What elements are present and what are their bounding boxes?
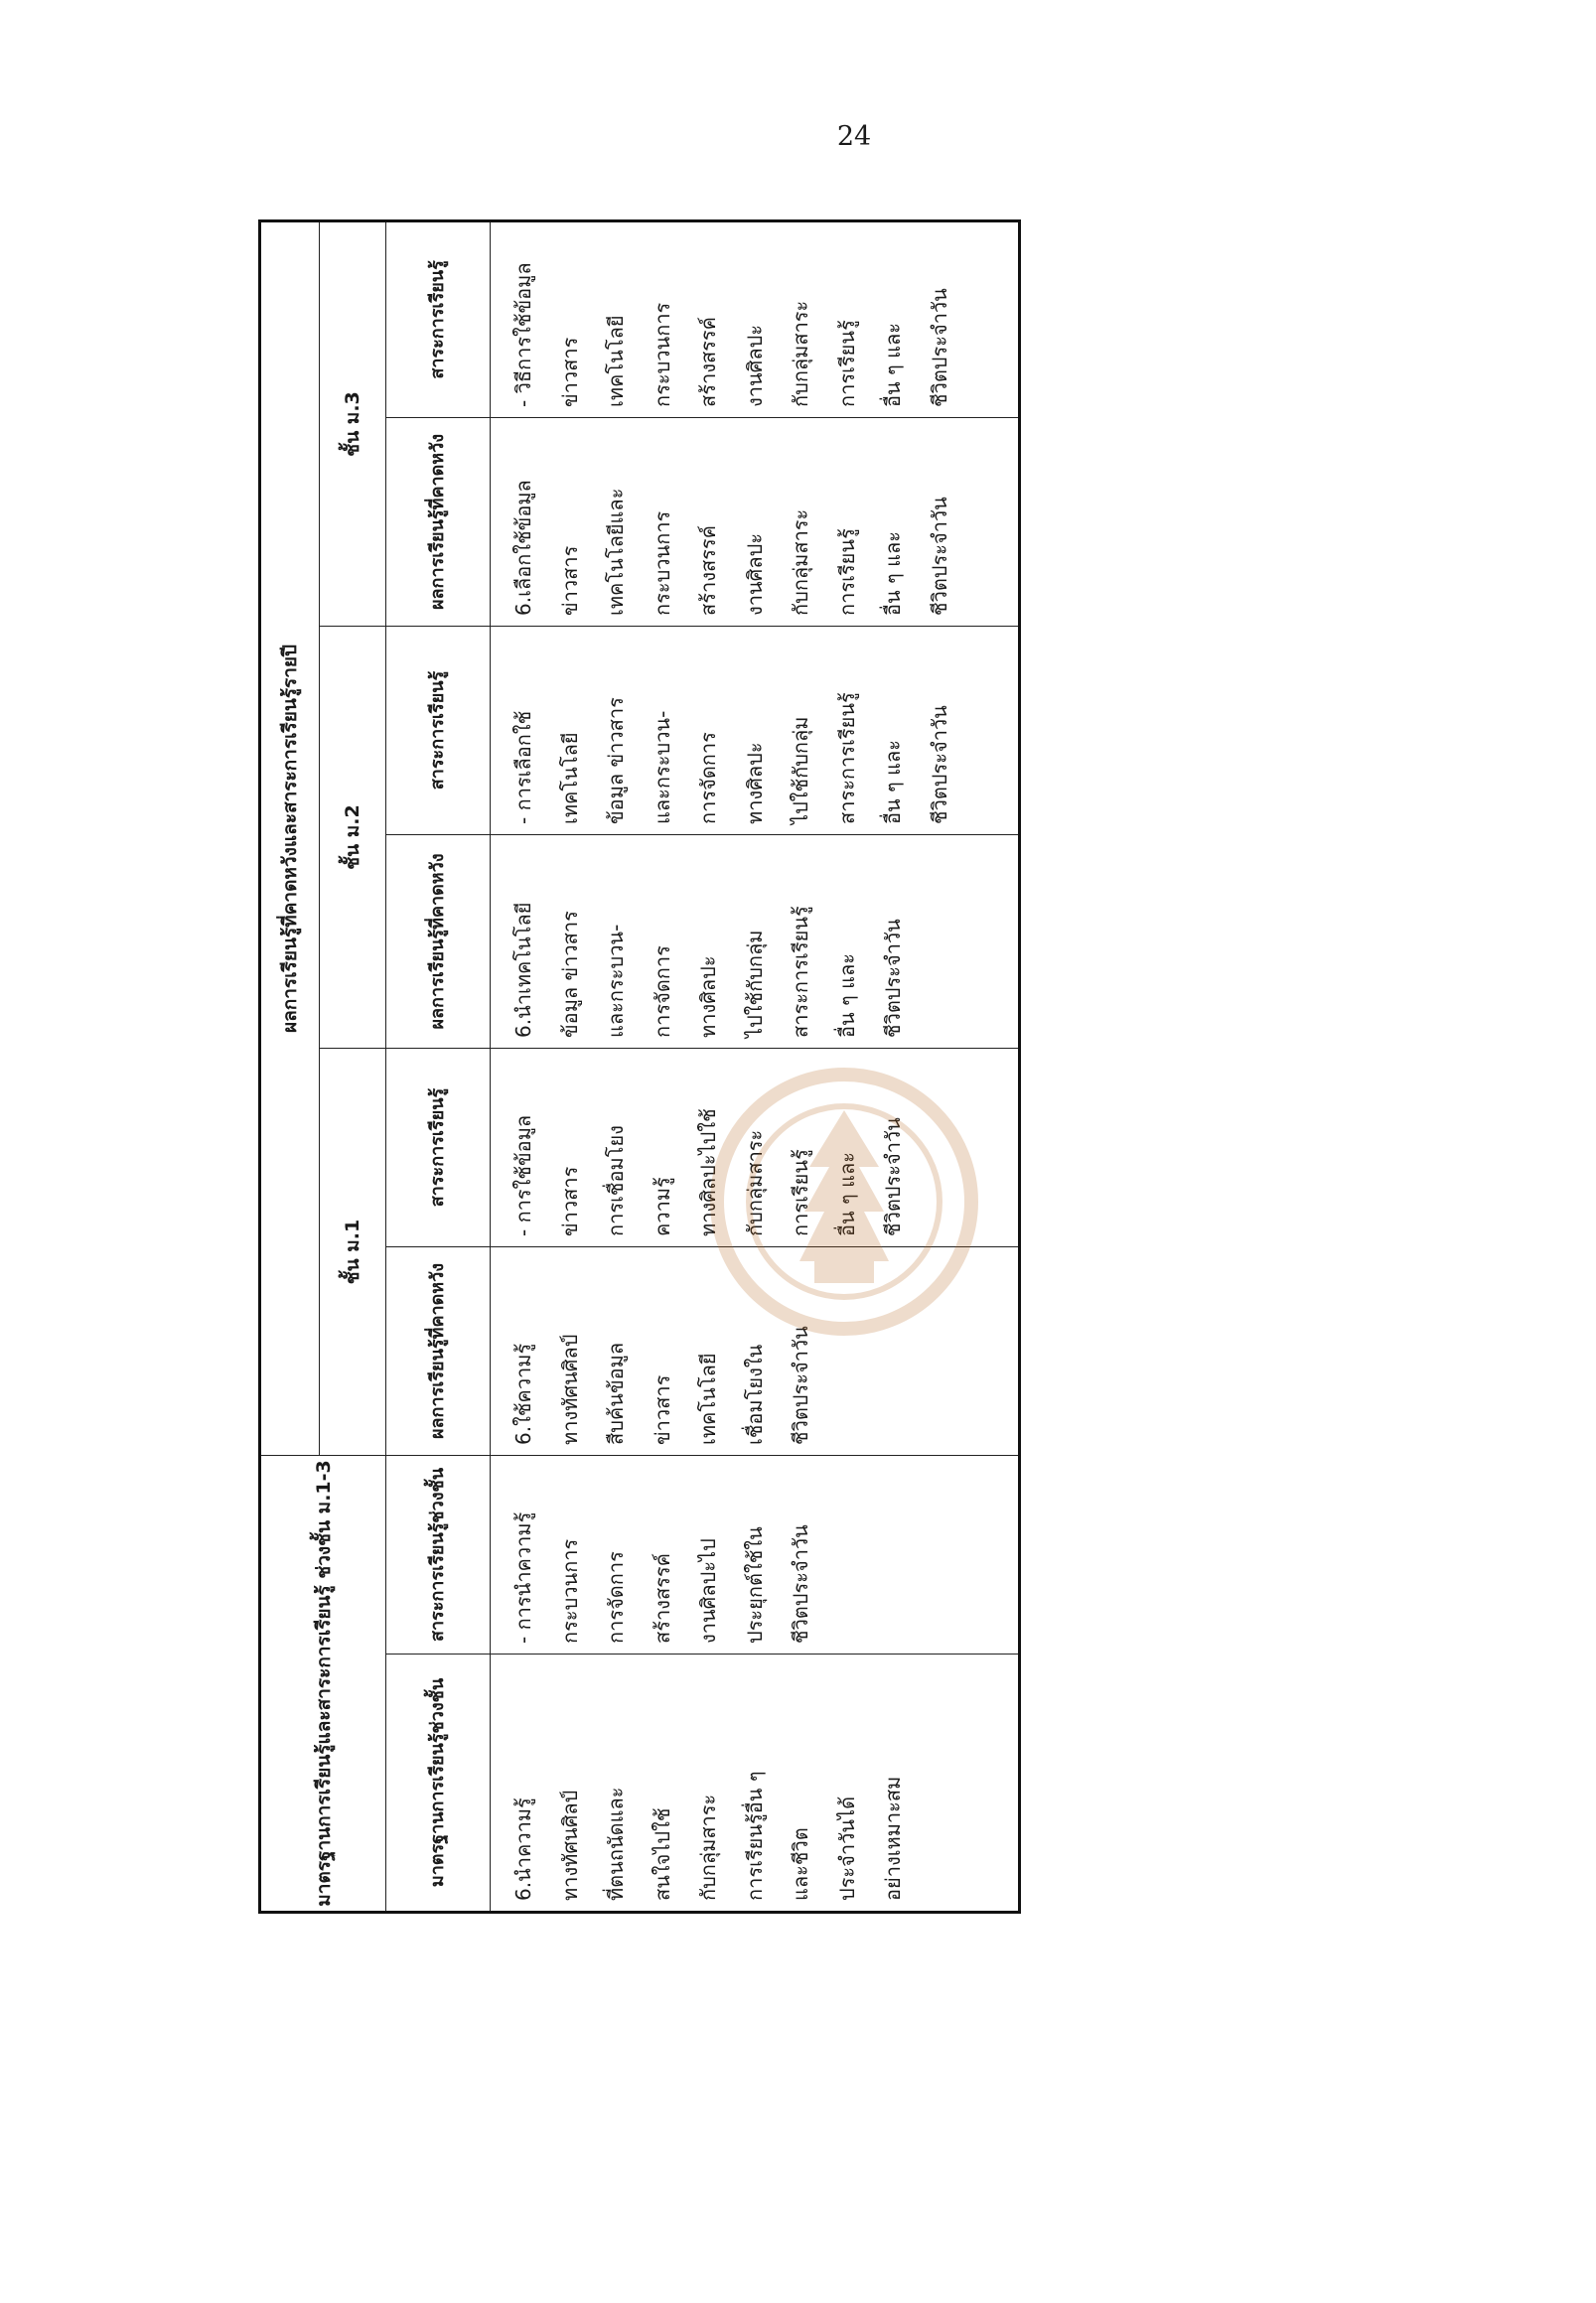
curriculum-standards-table [258,219,1021,1914]
col-header-m2-outcome: ผลการเรียนรู้ที่คาดหวัง [386,834,491,1048]
header-grade-m3: ชั้น ม.3 [320,220,386,626]
cell-m1-content: - การใช้ข้อมูล ข่าวสาร การเชื่อมโยง ความรู้ ทางศิลปะไปใช้ กับกลุ่มสาระ การเรียนรู้ อื่น ๆ และ ชีวิตประจำวัน [491,1048,1020,1246]
col-header-m1-content: สาระการเรียนรู้ [386,1048,491,1246]
cell-m3-content: - วิธีการใช้ข้อมูล ข่าวสาร เทคโนโลยี กระบวนการ สร้างสรรค์ งานศิลปะ กับกลุ่มสาระ การเรียนรู้ อื่น ๆ และ ชีวิตประจำวัน [491,220,1020,417]
col-header-standard: มาตรฐานการเรียนรู้ช่วงชั้น [386,1655,491,1913]
header-grade-m2: ชั้น ม.2 [320,626,386,1048]
col-header-content: สาระการเรียนรู้ช่วงชั้น [386,1455,491,1654]
cell-m2-outcome: 6.นำเทคโนโลยี ข้อมูล ข่าวสาร และกระบวน- การจัดการ ทางศิลปะ ไปใช้กับกลุ่ม สาระการเรียนรู้ อื่น ๆ และ ชีวิตประจำวัน [491,834,1020,1048]
cell-standard: 6.นำความรู้ ทางทัศนศิลป์ ที่ตนถนัดและ สนใจไปใช้ กับกลุ่มสาระ การเรียนรู้อื่น ๆ และชีวิต ประจำวันได้ อย่างเหมาะสม [491,1655,1020,1913]
col-header-m3-outcome: ผลการเรียนรู้ที่คาดหวัง [386,417,491,626]
header-grade-m1: ชั้น ม.1 [320,1048,386,1455]
cell-m3-outcome: 6.เลือกใช้ข้อมูล ข่าวสาร เทคโนโลยีและ กระบวนการ สร้างสรรค์ งานศิลปะ กับกลุ่มสาระ การเรียนรู้ อื่น ๆ และ ชีวิตประจำวัน [491,417,1020,626]
rotated-table-wrapper [258,222,1021,1914]
col-header-m1-outcome: ผลการเรียนรู้ที่คาดหวัง [386,1246,491,1455]
header-standards-group: มาตรฐานการเรียนรู้และสาระการเรียนรู้ ช่วงชั้น ม.1-3 [260,1455,386,1912]
header-outcomes-group: ผลการเรียนรู้ที่คาดหวังและสาระการเรียนรู้รายปี [260,220,320,1455]
curriculum-table-box [258,222,1021,1914]
cell-m1-outcome: 6.ใช้ความรู้ ทางทัศนศิลป์ สืบค้นข้อมูล ข่าวสาร เทคโนโลยี เชื่อมโยงใน ชีวิตประจำวัน [491,1246,1020,1455]
page-number: 24 [836,121,872,152]
col-header-m3-content: สาระการเรียนรู้ [386,220,491,417]
cell-m2-content: - การเลือกใช้ เทคโนโลยี ข้อมูล ข่าวสาร และกระบวน- การจัดการ ทางศิลปะ ไปใช้กับกลุ่ม สาระการเรียนรู้ อื่น ๆ และ ชีวิตประจำวัน [491,626,1020,834]
cell-content: - การนำความรู้ กระบวนการ การจัดการ สร้างสรรค์ งานศิลปะไป ประยุกต์ใช้ใน ชีวิตประจำวัน [491,1455,1020,1654]
col-header-m2-content: สาระการเรียนรู้ [386,626,491,834]
